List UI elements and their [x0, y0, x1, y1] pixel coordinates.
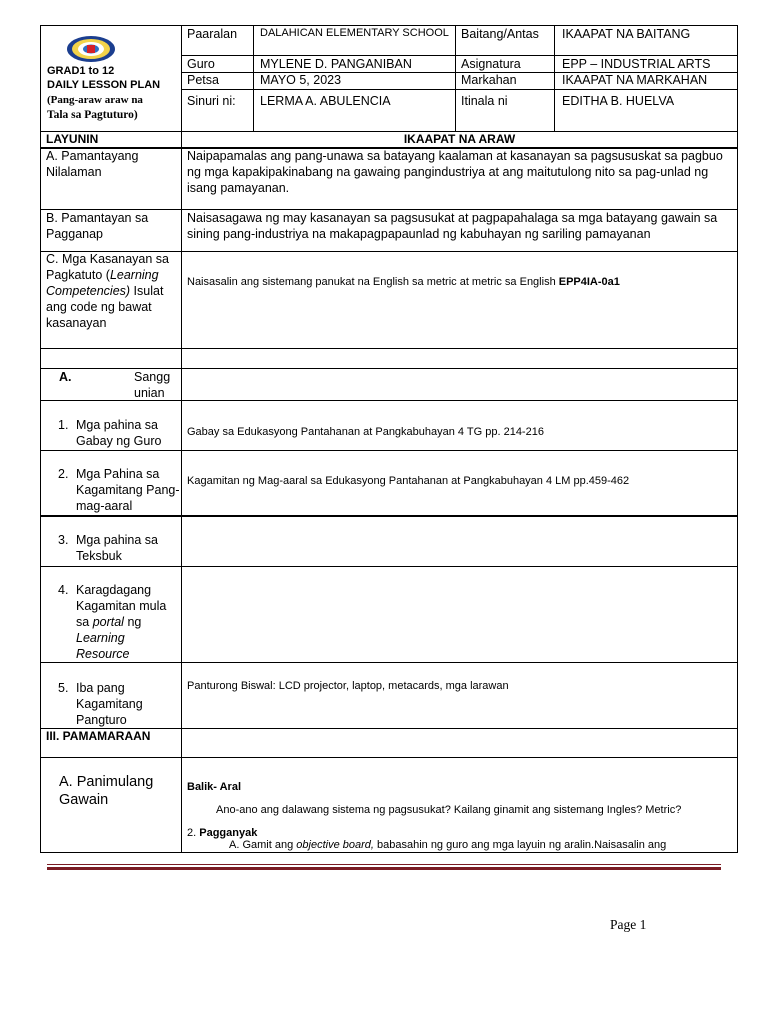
day-heading: IKAAPAT NA ARAW: [403, 132, 516, 146]
plan-title-line-1: GRAD1 to 12: [47, 65, 115, 77]
mga-kasanayan-label: C. Mga Kasanayan sa Pagkatuto (Learning Competencies) Isulat ang code ng bawat kasanayan: [46, 252, 169, 330]
footer-rule-top: [47, 864, 721, 865]
baitang-label: Baitang/Antas: [461, 27, 539, 41]
pamantayan-pagganap-label: B. Pamantayan sa Pagganap: [46, 211, 149, 241]
markahan-value: IKAAPAT NA MARKAHAN: [562, 73, 708, 87]
item-1-text: Gabay sa Edukasyong Pantahanan at Pangkabuhayan 4 TG pp. 214-216: [187, 426, 544, 438]
mga-kasanayan-text: Naisasalin ang sistemang panukat na English sa metric at metric sa English EPP4IA-0a1: [187, 276, 620, 288]
pagganyak-line: 2. Pagganyak: [187, 827, 258, 839]
sanggunian-letter: A.: [59, 370, 72, 384]
item-2-text: Kagamitan ng Mag-aaral sa Edukasyong Pantahanan at Pangkabuhayan 4 LM pp.459-462: [187, 475, 630, 487]
plan-title-line-2: DAILY LESSON PLAN: [47, 79, 161, 91]
item-3-number: 3.: [58, 533, 69, 547]
item-3-label: Mga pahina sa Teksbuk: [76, 533, 159, 563]
layunin-heading: LAYUNIN: [46, 132, 99, 146]
item-1-number: 1.: [58, 418, 69, 432]
guro-value: MYLENE D. PANGANIBAN: [260, 57, 412, 71]
item-2-number: 2.: [58, 467, 69, 481]
paaralan-value: DALAHICAN ELEMENTARY SCHOOL: [260, 27, 449, 39]
item-5-number: 5.: [58, 681, 69, 695]
sinuri-label: Sinuri ni:: [187, 94, 236, 108]
item-4-number: 4.: [58, 583, 69, 597]
itinala-label: Itinala ni: [461, 94, 508, 108]
page-number: Page 1: [610, 917, 647, 932]
sanggunian-word-1: Sangg: [134, 370, 171, 384]
pamantayan-pagganap-text: Naisasagawa ng may kasanayan sa pagsusukat at pagpapahalaga sa mga batayang gawain sa sining pang-industriya na makapagpapaunlad ng kabuhayan ng sariling pamayanan: [187, 211, 718, 241]
item-5-text: Panturong Biswal: LCD projector, laptop, metacards, mga larawan: [187, 680, 509, 692]
sanggunian-word-2: unian: [134, 386, 165, 400]
school-seal-logo: [66, 35, 116, 63]
petsa-label: Petsa: [187, 73, 219, 87]
asignatura-label: Asignatura: [461, 57, 521, 71]
markahan-label: Markahan: [461, 73, 517, 87]
balik-aral-heading: Balik- Aral: [187, 781, 242, 793]
pamamaraan-heading: III. PAMAMARAAN: [46, 729, 151, 743]
plan-title-line-4: Tala sa Pagtuturo): [47, 109, 138, 121]
item-1-label: Mga pahina sa Gabay ng Guro: [76, 418, 162, 448]
paaralan-label: Paaralan: [187, 27, 238, 41]
itinala-value: EDITHA B. HUELVA: [562, 94, 675, 108]
guro-label: Guro: [187, 57, 215, 71]
pamantayang-nilalaman-text: Naipapamalas ang pang-unawa sa batayang kaalaman at kasanayan sa pagsususkat sa pagbuo ng mga kapakipakinabang na gawaing pangindustriya at ang maitutulong nito sa pag-unlad ng isang pamayanan.: [187, 149, 723, 195]
plan-title-line-3: (Pang-araw araw na: [47, 94, 143, 106]
pagganyak-instruction: A. Gamit ang objective board, babasahin ng guro ang mga layuin ng aralin.Naisasalin ang: [229, 839, 667, 851]
item-2-label: Mga Pahina sa Kagamitang Pang-mag-aaral: [76, 467, 180, 513]
item-5-label: Iba pang Kagamitang Pangturo: [76, 681, 143, 727]
pamantayang-nilalaman-label: A. Pamantayang Nilalaman: [46, 149, 139, 179]
balik-aral-question: Ano-ano ang dalawang sistema ng pagsusukat? Kailang ginamit ang sistemang Ingles? Metric?: [216, 804, 682, 816]
baitang-value: IKAAPAT NA BAITANG: [562, 27, 691, 41]
petsa-value: MAYO 5, 2023: [260, 73, 342, 87]
panimulang-gawain-label: A. Panimulang Gawain: [59, 774, 154, 808]
sinuri-value: LERMA A. ABULENCIA: [260, 94, 391, 108]
footer-rule-bottom: [47, 867, 721, 870]
item-4-label: Karagdagang Kagamitan mula sa portal ng Learning Resource: [76, 583, 167, 661]
asignatura-value: EPP – INDUSTRIAL ARTS: [562, 57, 711, 71]
